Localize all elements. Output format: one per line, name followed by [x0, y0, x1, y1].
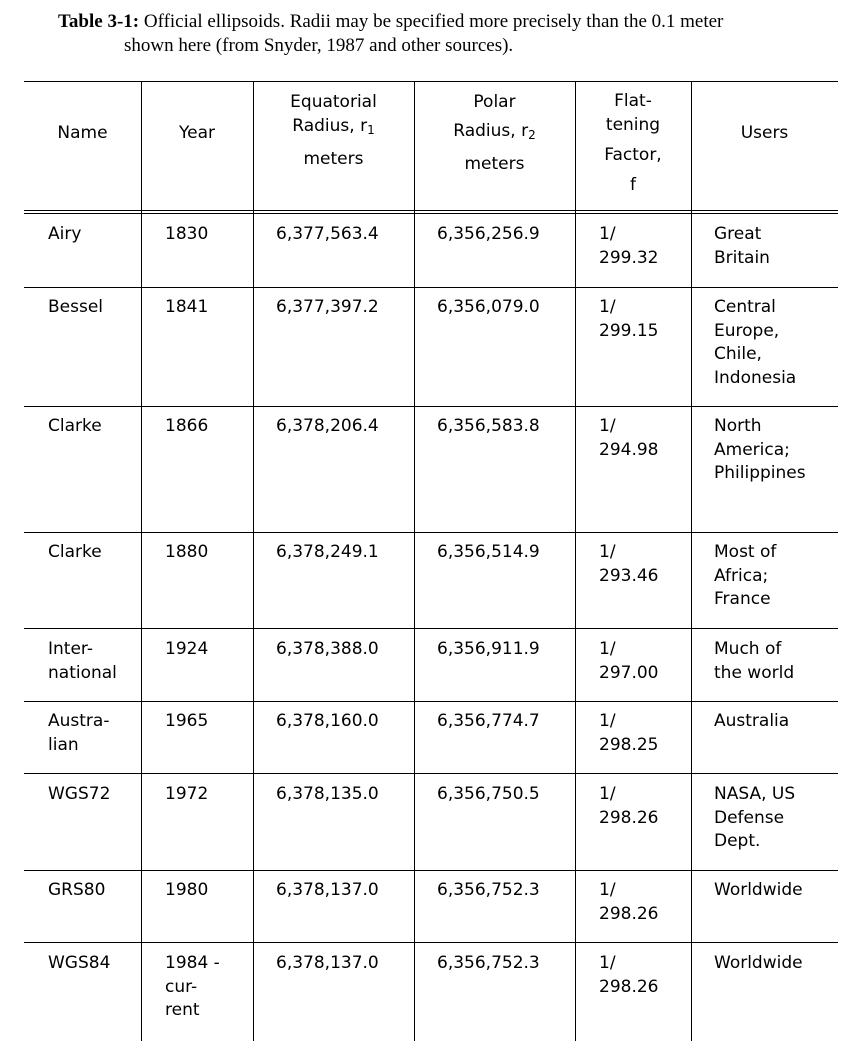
table-top-rule — [24, 81, 838, 82]
cell-line: Dept. — [714, 831, 761, 851]
row-rule — [24, 942, 838, 943]
header-rule-lower — [24, 213, 838, 214]
cell-flattening — [599, 638, 658, 685]
col-rule — [141, 81, 142, 1041]
cell-users — [714, 415, 806, 486]
cell-polar: 6,356,256.9 — [437, 224, 540, 244]
cell-line: 294.98 — [599, 439, 659, 460]
cell-polar: 6,356,583.8 — [437, 416, 540, 436]
cell-line: lian — [48, 734, 79, 755]
cell-line: rent — [165, 1000, 200, 1020]
cell-equatorial: 6,378,160.0 — [276, 711, 379, 731]
cell-year — [165, 541, 208, 565]
cell-users — [714, 879, 803, 903]
row-rule — [24, 773, 838, 774]
header-equatorial-line-2 — [253, 112, 414, 145]
cell-line: 1980 — [165, 880, 209, 900]
cell-line: Chile, — [714, 344, 762, 364]
cell-year — [165, 879, 208, 903]
cell-line: Great — [714, 224, 762, 244]
cell-polar: 6,356,752.3 — [437, 953, 540, 973]
cell-year — [165, 296, 208, 320]
header-polar-line-1: Polar — [473, 92, 516, 112]
cell-equatorial: 6,377,397.2 — [276, 297, 379, 317]
cell-equatorial: 6,378,249.1 — [276, 542, 379, 562]
cell-name — [48, 783, 110, 807]
cell-year — [165, 783, 208, 807]
cell-line: 298.25 — [599, 734, 659, 755]
caption-text-1: Official ellipsoids. Radii may be specified more precisely than the 0.1 meter — [143, 11, 724, 32]
header-year: Year — [179, 123, 215, 143]
cell-name — [48, 638, 117, 685]
cell-users — [714, 710, 789, 734]
cell-line: Most of — [714, 542, 777, 562]
cell-line: national — [48, 662, 117, 683]
cell-line: 1830 — [165, 224, 209, 244]
ellipsoid-table — [24, 81, 838, 1041]
row-rule — [24, 870, 838, 871]
cell-flattening — [599, 223, 658, 270]
cell-name — [48, 952, 110, 976]
cell-line: 1/ — [599, 784, 616, 804]
cell-flattening — [599, 783, 658, 830]
cell-flattening — [599, 541, 658, 588]
caption-line-2: shown here (from Snyder, 1987 and other sources). — [124, 35, 514, 56]
col-rule — [414, 81, 415, 1041]
caption-label: Table 3-1: — [58, 11, 140, 32]
col-rule — [691, 81, 692, 1041]
cell-name — [48, 710, 109, 757]
cell-line: Indonesia — [714, 367, 797, 388]
cell-name — [48, 296, 103, 320]
cell-line: 1/ — [599, 880, 616, 900]
cell-line: America; — [714, 439, 790, 460]
cell-line: 1984 - — [165, 953, 220, 973]
cell-line: Inter- — [48, 639, 93, 659]
cell-line: NASA, US — [714, 784, 796, 804]
cell-line: Much of — [714, 639, 782, 659]
header-equatorial-radius-label: Radius, r — [292, 116, 368, 136]
cell-line: Worldwide — [714, 880, 803, 900]
cell-line: Clarke — [48, 416, 102, 436]
cell-line: 299.32 — [599, 247, 659, 268]
header-polar-line-2 — [414, 117, 575, 150]
cell-line: 1880 — [165, 542, 209, 562]
cell-year — [165, 952, 220, 1023]
cell-line: 1965 — [165, 711, 209, 731]
cell-line: WGS72 — [48, 784, 111, 804]
cell-line: 1/ — [599, 224, 616, 244]
cell-equatorial: 6,378,137.0 — [276, 953, 379, 973]
cell-line: 298.26 — [599, 903, 659, 924]
cell-line: cur- — [165, 976, 198, 997]
cell-line: Australia — [714, 711, 790, 731]
cell-line: GRS80 — [48, 880, 106, 900]
cell-line: Central — [714, 297, 776, 317]
cell-users — [714, 783, 795, 854]
cell-line: Defense — [714, 807, 785, 828]
cell-polar: 6,356,750.5 — [437, 784, 540, 804]
row-rule — [24, 628, 838, 629]
cell-year — [165, 638, 208, 662]
cell-line: 1/ — [599, 416, 616, 436]
header-users: Users — [740, 123, 789, 143]
cell-line: 299.15 — [599, 320, 659, 341]
col-rule — [575, 81, 576, 1041]
cell-polar: 6,356,752.3 — [437, 880, 540, 900]
cell-polar: 6,356,514.9 — [437, 542, 540, 562]
cell-line: 293.46 — [599, 565, 659, 586]
cell-equatorial: 6,378,388.0 — [276, 639, 379, 659]
cell-name — [48, 879, 105, 903]
cell-line: Clarke — [48, 542, 102, 562]
header-flattening-line-2: tening — [605, 115, 661, 135]
cell-users — [714, 223, 770, 270]
cell-line: North — [714, 416, 762, 436]
cell-line: 1972 — [165, 784, 209, 804]
cell-flattening — [599, 879, 658, 926]
cell-line: 1841 — [165, 297, 209, 317]
cell-flattening — [599, 952, 658, 999]
cell-line: Africa; — [714, 565, 769, 586]
cell-line: Europe, — [714, 320, 780, 341]
header-polar-units: meters — [464, 154, 525, 174]
cell-users — [714, 952, 803, 976]
cell-name — [48, 223, 81, 247]
cell-line: Austra- — [48, 711, 110, 731]
header-flattening-line-1: Flat- — [614, 91, 652, 111]
header-polar-radius — [414, 88, 575, 179]
cell-name — [48, 541, 102, 565]
col-rule — [253, 81, 254, 1041]
header-equatorial-line-1: Equatorial — [290, 92, 377, 112]
cell-line: France — [714, 589, 771, 609]
cell-line: 298.26 — [599, 976, 659, 997]
cell-line: 1/ — [599, 639, 616, 659]
cell-line: Worldwide — [714, 953, 803, 973]
cell-line: Airy — [48, 224, 82, 244]
cell-line: Britain — [714, 247, 770, 268]
cell-line: the world — [714, 662, 795, 683]
cell-users — [714, 541, 776, 612]
cell-line: 1/ — [599, 297, 616, 317]
cell-polar: 6,356,774.7 — [437, 711, 540, 731]
header-equatorial-subscript: 1 — [367, 123, 375, 137]
cell-users — [714, 638, 794, 685]
row-rule — [24, 406, 838, 407]
row-rule — [24, 532, 838, 533]
header-polar-subscript: 2 — [528, 128, 536, 142]
cell-users — [714, 296, 796, 390]
cell-line: Bessel — [48, 297, 104, 317]
cell-equatorial: 6,378,206.4 — [276, 416, 379, 436]
cell-line: 1/ — [599, 542, 616, 562]
header-equatorial-radius — [253, 88, 414, 174]
cell-line: 297.00 — [599, 662, 659, 683]
cell-line: WGS84 — [48, 953, 111, 973]
header-name: Name — [57, 123, 108, 143]
cell-equatorial: 6,378,137.0 — [276, 880, 379, 900]
cell-polar: 6,356,079.0 — [437, 297, 540, 317]
cell-flattening — [599, 296, 658, 343]
header-flattening-line-4: f — [630, 175, 636, 195]
cell-line: 1924 — [165, 639, 209, 659]
cell-line: 298.26 — [599, 807, 659, 828]
cell-equatorial: 6,377,563.4 — [276, 224, 379, 244]
header-polar-radius-label: Radius, r — [453, 121, 529, 141]
header-equatorial-units: meters — [303, 149, 364, 169]
cell-year — [165, 415, 208, 439]
cell-year — [165, 710, 208, 734]
header-rule-upper — [24, 210, 838, 211]
header-flattening-factor — [575, 88, 691, 199]
table-caption — [58, 10, 838, 58]
cell-polar: 6,356,911.9 — [437, 639, 540, 659]
cell-year — [165, 223, 208, 247]
cell-line: 1/ — [599, 711, 616, 731]
row-rule — [24, 287, 838, 288]
cell-line: Philippines — [714, 463, 806, 483]
caption-line-1 — [58, 10, 838, 34]
row-rule — [24, 701, 838, 702]
cell-line: 1866 — [165, 416, 209, 436]
cell-line: 1/ — [599, 953, 616, 973]
cell-flattening — [599, 710, 658, 757]
cell-flattening — [599, 415, 658, 462]
cell-name — [48, 415, 102, 439]
header-flattening-line-3: Factor, — [604, 145, 662, 165]
cell-equatorial: 6,378,135.0 — [276, 784, 379, 804]
